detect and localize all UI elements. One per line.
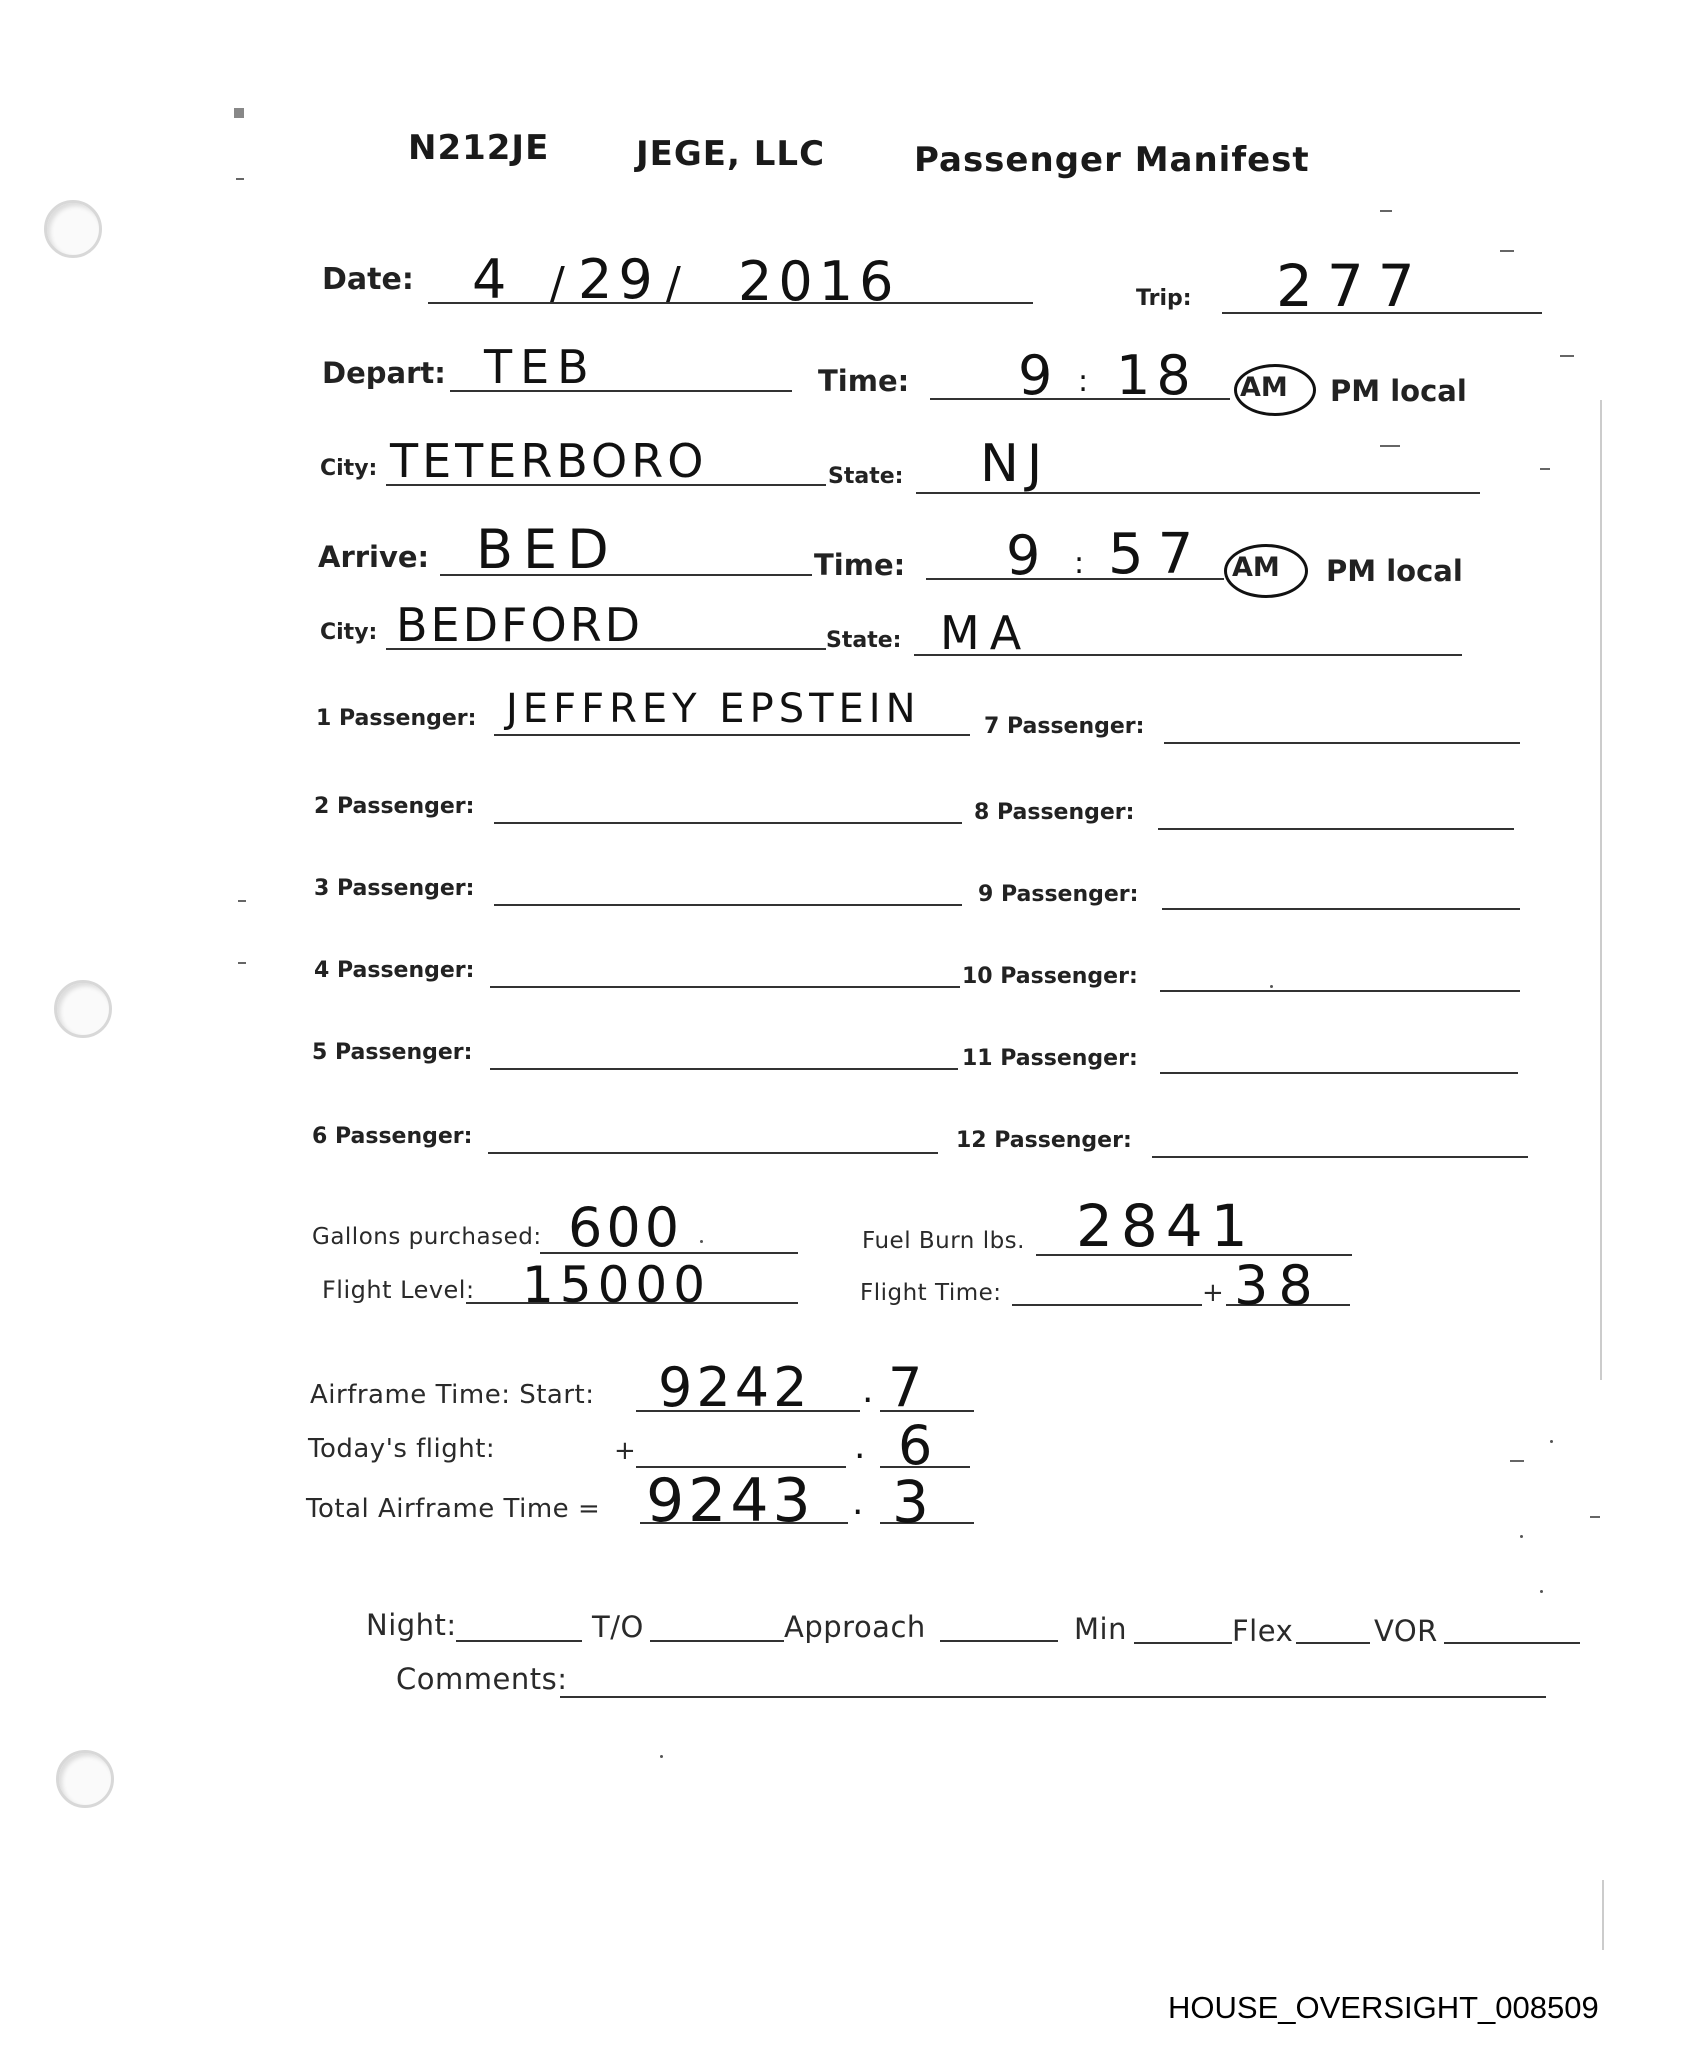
date-month: 4 xyxy=(472,248,513,311)
depart-state: NJ xyxy=(980,434,1051,494)
depart-pm-local: PM local xyxy=(1330,374,1467,408)
passenger-9-line xyxy=(1162,908,1520,910)
passenger-8-label: 8 Passenger: xyxy=(974,800,1135,825)
arrive-pm-local: PM local xyxy=(1326,554,1463,588)
depart-minute: 18 xyxy=(1116,344,1197,407)
flight-time-line xyxy=(1012,1304,1202,1306)
fuel-burn-label: Fuel Burn lbs. xyxy=(862,1228,1025,1254)
total-airframe-whole: 9243 xyxy=(646,1466,815,1536)
passenger-4-label: 4 Passenger: xyxy=(314,958,475,983)
bates-number: HOUSE_OVERSIGHT_008509 xyxy=(1168,1990,1599,2025)
passenger-1-name: JEFFREY EPSTEIN xyxy=(506,686,921,732)
arrive-time-separator: : xyxy=(1074,546,1091,581)
todays-flight-decimal: . xyxy=(854,1426,872,1467)
comments-label: Comments: xyxy=(396,1662,568,1696)
arrive-minute: 57 xyxy=(1108,522,1208,587)
scan-speck xyxy=(234,108,244,118)
passenger-12-label: 12 Passenger: xyxy=(956,1128,1132,1153)
scan-speck xyxy=(1550,1440,1553,1443)
arrive-time-label: Time: xyxy=(814,548,906,582)
passenger-11-line xyxy=(1160,1072,1518,1074)
flight-time-value: 38 xyxy=(1234,1254,1323,1317)
scan-speck xyxy=(1600,400,1602,1380)
flex-line xyxy=(1296,1642,1370,1644)
passenger-3-label: 3 Passenger: xyxy=(314,876,475,901)
passenger-10-label: 10 Passenger: xyxy=(962,964,1138,989)
scan-speck xyxy=(1540,468,1550,470)
date-line xyxy=(428,302,1033,304)
passenger-12-line xyxy=(1152,1156,1528,1158)
passenger-1-line xyxy=(494,734,970,736)
depart-hour: 9 xyxy=(1018,344,1059,407)
arrive-hour: 9 xyxy=(1006,524,1047,587)
fuel-burn-value: 2841 xyxy=(1076,1192,1256,1260)
passenger-9-label: 9 Passenger: xyxy=(978,882,1139,907)
scan-speck xyxy=(1380,445,1400,447)
arrive-am: AM xyxy=(1232,552,1280,583)
scan-speck xyxy=(1520,1535,1523,1538)
passenger-5-label: 5 Passenger: xyxy=(312,1040,473,1065)
tail-number: N212JE xyxy=(408,128,550,168)
passenger-4-line xyxy=(490,986,960,988)
depart-am: AM xyxy=(1240,372,1288,403)
arrive-state: MA xyxy=(940,606,1032,660)
flight-level-label: Flight Level: xyxy=(322,1276,475,1304)
date-label: Date: xyxy=(322,262,414,297)
arrive-label: Arrive: xyxy=(318,540,430,574)
scan-speck xyxy=(700,1240,703,1243)
to-label: T/O xyxy=(592,1610,644,1644)
binder-hole xyxy=(54,980,112,1038)
passenger-5-line xyxy=(490,1068,958,1070)
night-label: Night: xyxy=(366,1608,457,1642)
airframe-start-tenth: 7 xyxy=(888,1356,929,1419)
passenger-7-line xyxy=(1164,742,1520,744)
date-day: 29 xyxy=(578,248,659,311)
scan-speck xyxy=(1270,985,1273,988)
scan-speck xyxy=(1590,1516,1600,1518)
todays-flight-plus: + xyxy=(614,1436,637,1466)
page-title: Passenger Manifest xyxy=(914,140,1310,180)
depart-city-label: City: xyxy=(320,456,378,481)
scan-speck xyxy=(238,900,246,902)
night-line xyxy=(456,1640,582,1642)
depart-time-separator: : xyxy=(1078,364,1095,399)
passenger-2-line xyxy=(494,822,962,824)
gallons-label: Gallons purchased: xyxy=(312,1224,542,1250)
scan-speck xyxy=(1540,1590,1543,1593)
passenger-3-line xyxy=(494,904,962,906)
arrive-code: BED xyxy=(476,518,619,581)
binder-hole xyxy=(44,200,102,258)
approach-line xyxy=(940,1640,1058,1642)
flight-time-label: Flight Time: xyxy=(860,1280,1002,1306)
trip-number: 277 xyxy=(1276,252,1429,320)
passenger-11-label: 11 Passenger: xyxy=(962,1046,1138,1071)
flight-time-plus: + xyxy=(1202,1278,1225,1308)
total-airframe-label: Total Airframe Time = xyxy=(306,1494,601,1524)
passenger-7-label: 7 Passenger: xyxy=(984,714,1145,739)
todays-flight-tenth: 6 xyxy=(898,1414,939,1477)
comments-line xyxy=(560,1696,1546,1698)
min-label: Min xyxy=(1074,1612,1127,1646)
passenger-2-label: 2 Passenger: xyxy=(314,794,475,819)
vor-label: VOR xyxy=(1374,1614,1438,1648)
airframe-start-decimal: . xyxy=(862,1370,880,1411)
scan-speck xyxy=(1510,1460,1524,1462)
airframe-start-label: Airframe Time: Start: xyxy=(310,1380,595,1410)
scan-speck xyxy=(1380,210,1392,212)
depart-state-label: State: xyxy=(828,464,904,489)
min-line xyxy=(1134,1642,1232,1644)
depart-code: TEB xyxy=(484,340,597,394)
passenger-6-label: 6 Passenger: xyxy=(312,1124,473,1149)
company-name: JEGE, LLC xyxy=(636,134,826,174)
gallons-value: 600 xyxy=(568,1196,684,1259)
vor-line xyxy=(1444,1642,1580,1644)
passenger-1-label: 1 Passenger: xyxy=(316,706,477,731)
arrive-city: BEDFORD xyxy=(396,598,644,652)
depart-time-label: Time: xyxy=(818,364,910,398)
to-line xyxy=(650,1640,784,1642)
approach-label: Approach xyxy=(784,1610,926,1644)
depart-label: Depart: xyxy=(322,356,446,390)
total-airframe-decimal: . xyxy=(852,1482,870,1523)
passenger-10-line xyxy=(1160,990,1520,992)
date-separator: / xyxy=(550,258,571,309)
date-separator: / xyxy=(666,258,687,309)
binder-hole xyxy=(56,1750,114,1808)
flight-level-value: 15000 xyxy=(522,1256,712,1314)
date-year: 2016 xyxy=(738,250,900,313)
scan-speck xyxy=(1602,1880,1604,1950)
airframe-start-whole: 9242 xyxy=(658,1356,812,1419)
todays-flight-label: Today's flight: xyxy=(308,1434,496,1464)
passenger-6-line xyxy=(488,1152,938,1154)
arrive-state-label: State: xyxy=(826,628,902,653)
total-airframe-tenth: 3 xyxy=(892,1468,935,1536)
flex-label: Flex xyxy=(1232,1614,1294,1648)
scan-speck xyxy=(236,178,244,180)
scan-speck xyxy=(660,1755,663,1758)
scan-speck xyxy=(1560,355,1574,357)
arrive-city-label: City: xyxy=(320,620,378,645)
scan-speck xyxy=(1500,250,1514,252)
depart-city: TETERBORO xyxy=(390,434,708,488)
trip-label: Trip: xyxy=(1136,286,1192,311)
scan-speck xyxy=(238,962,246,964)
passenger-8-line xyxy=(1158,828,1514,830)
